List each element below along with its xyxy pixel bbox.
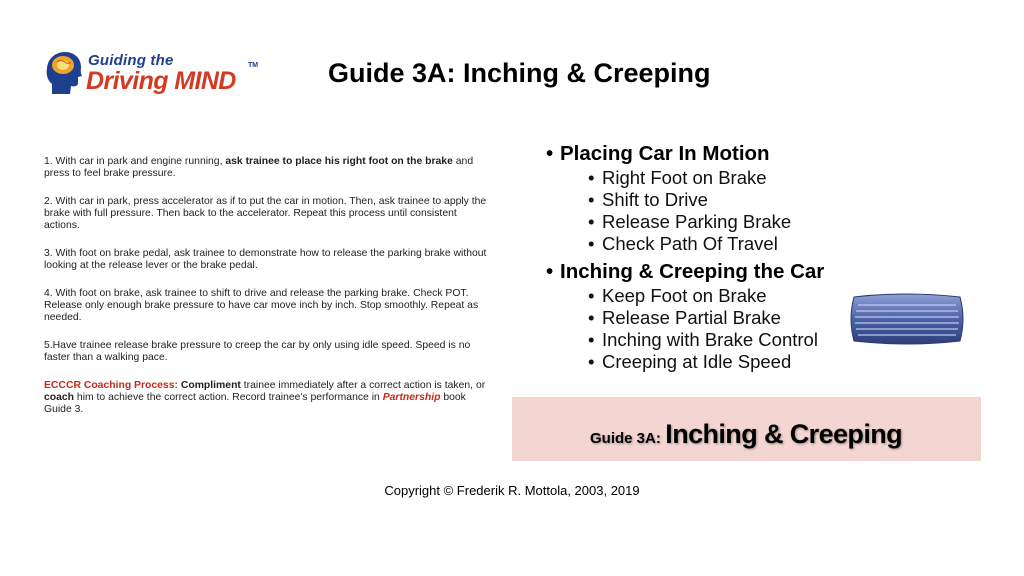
bullet: • bbox=[588, 307, 595, 328]
item-label: Keep Foot on Brake bbox=[602, 285, 767, 306]
step-1-bold: ask trainee to place his right foot on the brake bbox=[225, 156, 453, 167]
list-item bbox=[588, 167, 986, 189]
guiding-driving-mind-logo bbox=[44, 48, 269, 104]
item-label: Release Parking Brake bbox=[602, 211, 792, 232]
guide-banner bbox=[512, 397, 981, 461]
section-title-inching-creeping bbox=[546, 259, 986, 285]
step-5: 5.Have trainee release brake pressure to creep the car by only using idle speed. Speed is no faster than a walking pace. bbox=[44, 340, 471, 363]
list-item bbox=[588, 189, 986, 211]
list-item bbox=[588, 233, 986, 255]
bullet: • bbox=[588, 211, 595, 232]
step-2: 2. With car in park, press accelerator as if to put the car in motion. Then, ask trainee to apply the brake with full pressure. Then back to the accelerator. Repeat this process until consistent actions. bbox=[44, 196, 487, 231]
banner-text bbox=[590, 419, 902, 450]
bullet: • bbox=[588, 285, 595, 306]
step-1-post: and press to feel brake pressure. bbox=[44, 156, 474, 179]
partnership-book: Partnership bbox=[382, 392, 441, 403]
list-item bbox=[588, 211, 986, 233]
banner-guide-label: Guide 3A: bbox=[590, 430, 661, 447]
bullet: • bbox=[546, 142, 554, 165]
bullet: • bbox=[588, 189, 595, 210]
step-1-pre: 1. With car in park and engine running, bbox=[44, 156, 226, 167]
brake-pedal-image bbox=[848, 293, 966, 345]
step-3: 3. With foot on brake pedal, ask trainee to demonstrate how to release the parking brake without looking at the release lever or the brake pedal. bbox=[44, 248, 487, 271]
bullet: • bbox=[588, 351, 595, 372]
item-label: Check Path Of Travel bbox=[602, 233, 778, 254]
bullet: • bbox=[588, 167, 595, 188]
bullet: • bbox=[588, 329, 595, 350]
item-label: Shift to Drive bbox=[602, 189, 708, 210]
step-4: 4. With foot on brake, ask trainee to shift to drive and release the parking brake. Check POT. Release only enough brake pressure to have car move inch by inch. Stop smoothly. Repeat as needed. bbox=[44, 288, 479, 323]
banner-title: Inching & Creeping bbox=[665, 419, 903, 449]
item-label: Creeping at Idle Speed bbox=[602, 351, 792, 372]
head-brain-icon bbox=[44, 50, 84, 96]
logo-line-2: Driving MIND bbox=[86, 67, 236, 95]
item-label: Inching with Brake Control bbox=[602, 329, 818, 350]
coaching-text-2: him to achieve the correct action. Record trainee's performance in bbox=[74, 392, 383, 403]
step-1 bbox=[44, 156, 494, 180]
bullet: • bbox=[546, 260, 554, 283]
compliment-word: Compliment bbox=[180, 380, 241, 391]
coaching-process bbox=[44, 380, 494, 416]
coach-word: coach bbox=[44, 392, 75, 403]
coaching-text-1: trainee immediately after a correct action is taken, or bbox=[240, 380, 486, 391]
item-label: Right Foot on Brake bbox=[602, 167, 767, 188]
section-1-items bbox=[588, 167, 986, 255]
section-2-title: Inching & Creeping the Car bbox=[560, 260, 825, 283]
coaching-heading: ECCCR Coaching Process: bbox=[44, 380, 178, 391]
page-title: Guide 3A: Inching & Creeping bbox=[328, 58, 711, 88]
copyright-notice: Copyright © Frederik R. Mottola, 2003, 2019 bbox=[384, 483, 640, 498]
logo-trademark: TM bbox=[248, 62, 259, 69]
instruction-steps bbox=[44, 156, 494, 432]
item-label: Release Partial Brake bbox=[602, 307, 781, 328]
bullet: • bbox=[588, 233, 595, 254]
section-1-title: Placing Car In Motion bbox=[560, 142, 770, 165]
coaching-text-3: book Guide 3. bbox=[44, 392, 466, 415]
list-item bbox=[588, 351, 986, 373]
section-title-placing-car bbox=[546, 141, 986, 167]
logo-line-1: Guiding the bbox=[88, 52, 174, 69]
